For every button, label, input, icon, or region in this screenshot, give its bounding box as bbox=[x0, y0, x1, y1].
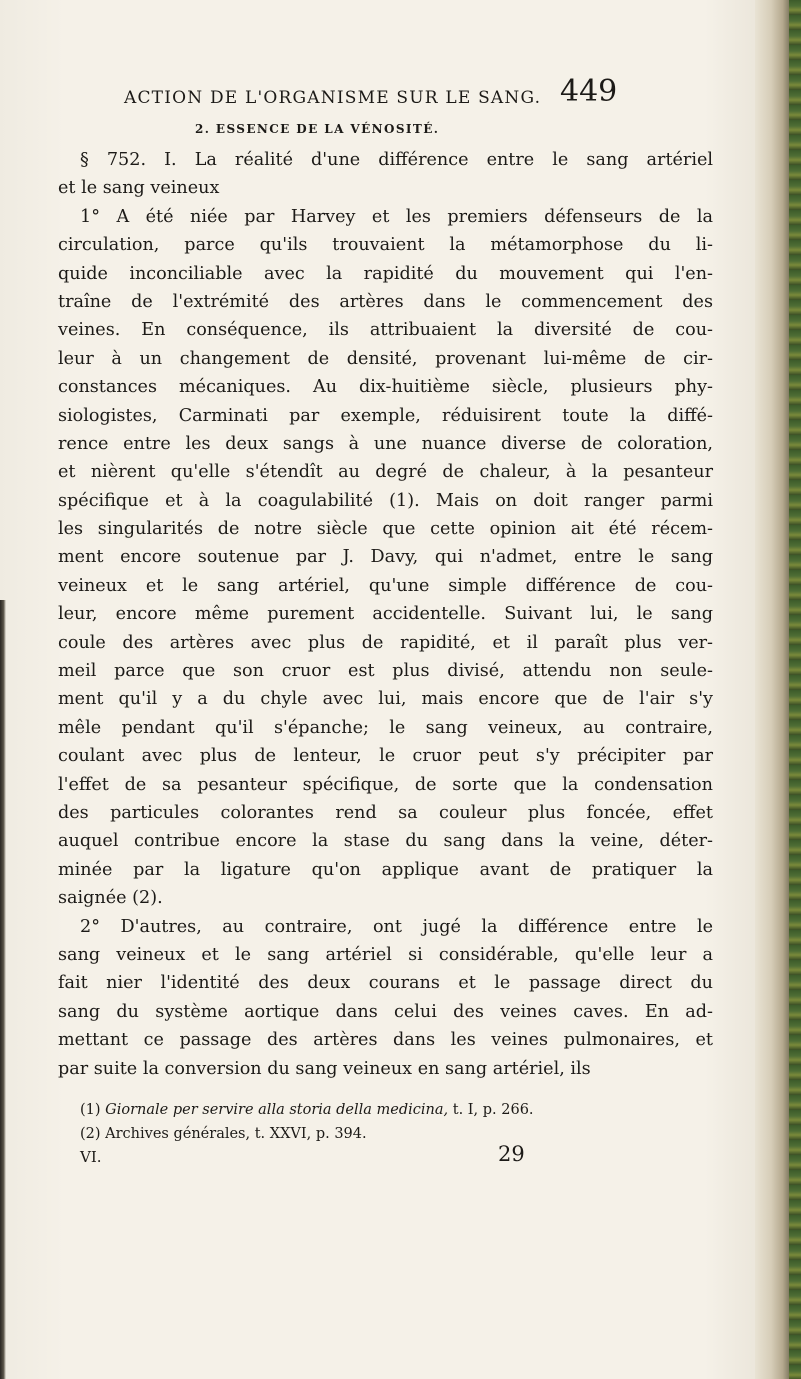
text-line: coulant avec plus de lenteur, le cruor peut s'y précipiter par bbox=[58, 746, 713, 767]
text-line: constances mécaniques. Au dix-huitième siècle, plusieurs phy- bbox=[58, 377, 713, 398]
text-line: mêle pendant qu'il s'épanche; le sang veineux, au contraire, bbox=[58, 717, 713, 738]
signature-line bbox=[80, 1142, 640, 1176]
text-line: spécifique et à la coagulabilité (1). Mais on doit ranger parmi bbox=[58, 490, 713, 511]
section-title: 2. ESSENCE DE LA VÉNOSITÉ. bbox=[195, 122, 440, 136]
signature-number: 29 bbox=[498, 1142, 525, 1166]
text-line: leur, encore même purement accidentelle. Suivant lui, le sang bbox=[58, 604, 713, 625]
text-line: minée par la ligature qu'on applique avant de pratiquer la bbox=[58, 859, 713, 880]
footnote-reference: Archives générales, t. XXVI, p. 394. bbox=[105, 1126, 367, 1142]
text-line: 1° A été niée par Harvey et les premiers défenseurs de la bbox=[80, 206, 713, 227]
body-text bbox=[58, 146, 713, 1083]
text-line: ment qu'il y a du chyle avec lui, mais encore que de l'air s'y bbox=[58, 689, 713, 710]
binding-strip bbox=[789, 0, 801, 1379]
page-number: 449 bbox=[560, 74, 618, 109]
running-title: ACTION DE L'ORGANISME SUR LE SANG. bbox=[124, 88, 542, 108]
text-line: et nièrent qu'elle s'étendît au degré de chaleur, à la pesanteur bbox=[58, 462, 713, 483]
text-line: § 752. I. La réalité d'une différence entre le sang artériel bbox=[80, 150, 713, 170]
text-line: circulation, parce qu'ils trouvaient la métamorphose du li- bbox=[58, 235, 713, 256]
footnote-marker: (1) bbox=[80, 1102, 101, 1118]
text-line: sang veineux et le sang artériel si considérable, qu'elle leur a bbox=[58, 944, 713, 965]
footnote-reference: t. I, p. 266. bbox=[448, 1102, 534, 1118]
text-line: et le sang veineux bbox=[58, 178, 220, 199]
text-line: sang du système aortique dans celui des veines caves. En ad- bbox=[58, 1001, 713, 1022]
footnote bbox=[80, 1098, 720, 1122]
text-line: des particules colorantes rend sa couleur plus foncée, effet bbox=[58, 802, 713, 823]
text-line: l'effet de sa pesanteur spécifique, de sorte que la condensation bbox=[58, 774, 713, 795]
page-left-shadow bbox=[0, 600, 6, 1379]
footnotes bbox=[80, 1098, 720, 1146]
text-line: coule des artères avec plus de rapidité, et il paraît plus ver- bbox=[58, 632, 713, 653]
text-line: fait nier l'identité des deux courans et le passage direct du bbox=[58, 973, 713, 994]
footnote-marker: (2) bbox=[80, 1126, 101, 1142]
text-line: mettant ce passage des artères dans les veines pulmonaires, et bbox=[58, 1030, 713, 1051]
footnote bbox=[80, 1122, 720, 1146]
text-line: rence entre les deux sangs à une nuance diverse de coloration, bbox=[58, 433, 713, 454]
running-header bbox=[124, 74, 634, 112]
text-line: 2° D'autres, au contraire, ont jugé la différence entre le bbox=[80, 916, 713, 937]
text-line: siologistes, Carminati par exemple, réduisirent toute la diffé- bbox=[58, 405, 713, 426]
text-line: ment encore soutenue par J. Davy, qui n'admet, entre le sang bbox=[58, 547, 713, 568]
text-line: par suite la conversion du sang veineux en sang artériel, ils bbox=[58, 1058, 591, 1079]
text-line: auquel contribue encore la stase du sang dans la veine, déter- bbox=[58, 831, 713, 852]
text-line: les singularités de notre siècle que cette opinion ait été récem- bbox=[58, 519, 713, 540]
text-line: traîne de l'extrémité des artères dans le commencement des bbox=[58, 291, 713, 312]
text-line: quide inconciliable avec la rapidité du mouvement qui l'en- bbox=[58, 263, 713, 284]
text-line: meil parce que son cruor est plus divisé, attendu non seule- bbox=[58, 661, 713, 682]
text-line: saignée (2). bbox=[58, 888, 163, 909]
text-line: veines. En conséquence, ils attribuaient la diversité de cou- bbox=[58, 320, 713, 341]
footnote-title: Giornale per servire alla storia della medicina, bbox=[105, 1102, 449, 1118]
signature-mark: VI. bbox=[80, 1148, 102, 1166]
text-line: leur à un changement de densité, provenant lui-même de cir- bbox=[58, 348, 713, 369]
text-line: veineux et le sang artériel, qu'une simple différence de cou- bbox=[58, 575, 713, 596]
